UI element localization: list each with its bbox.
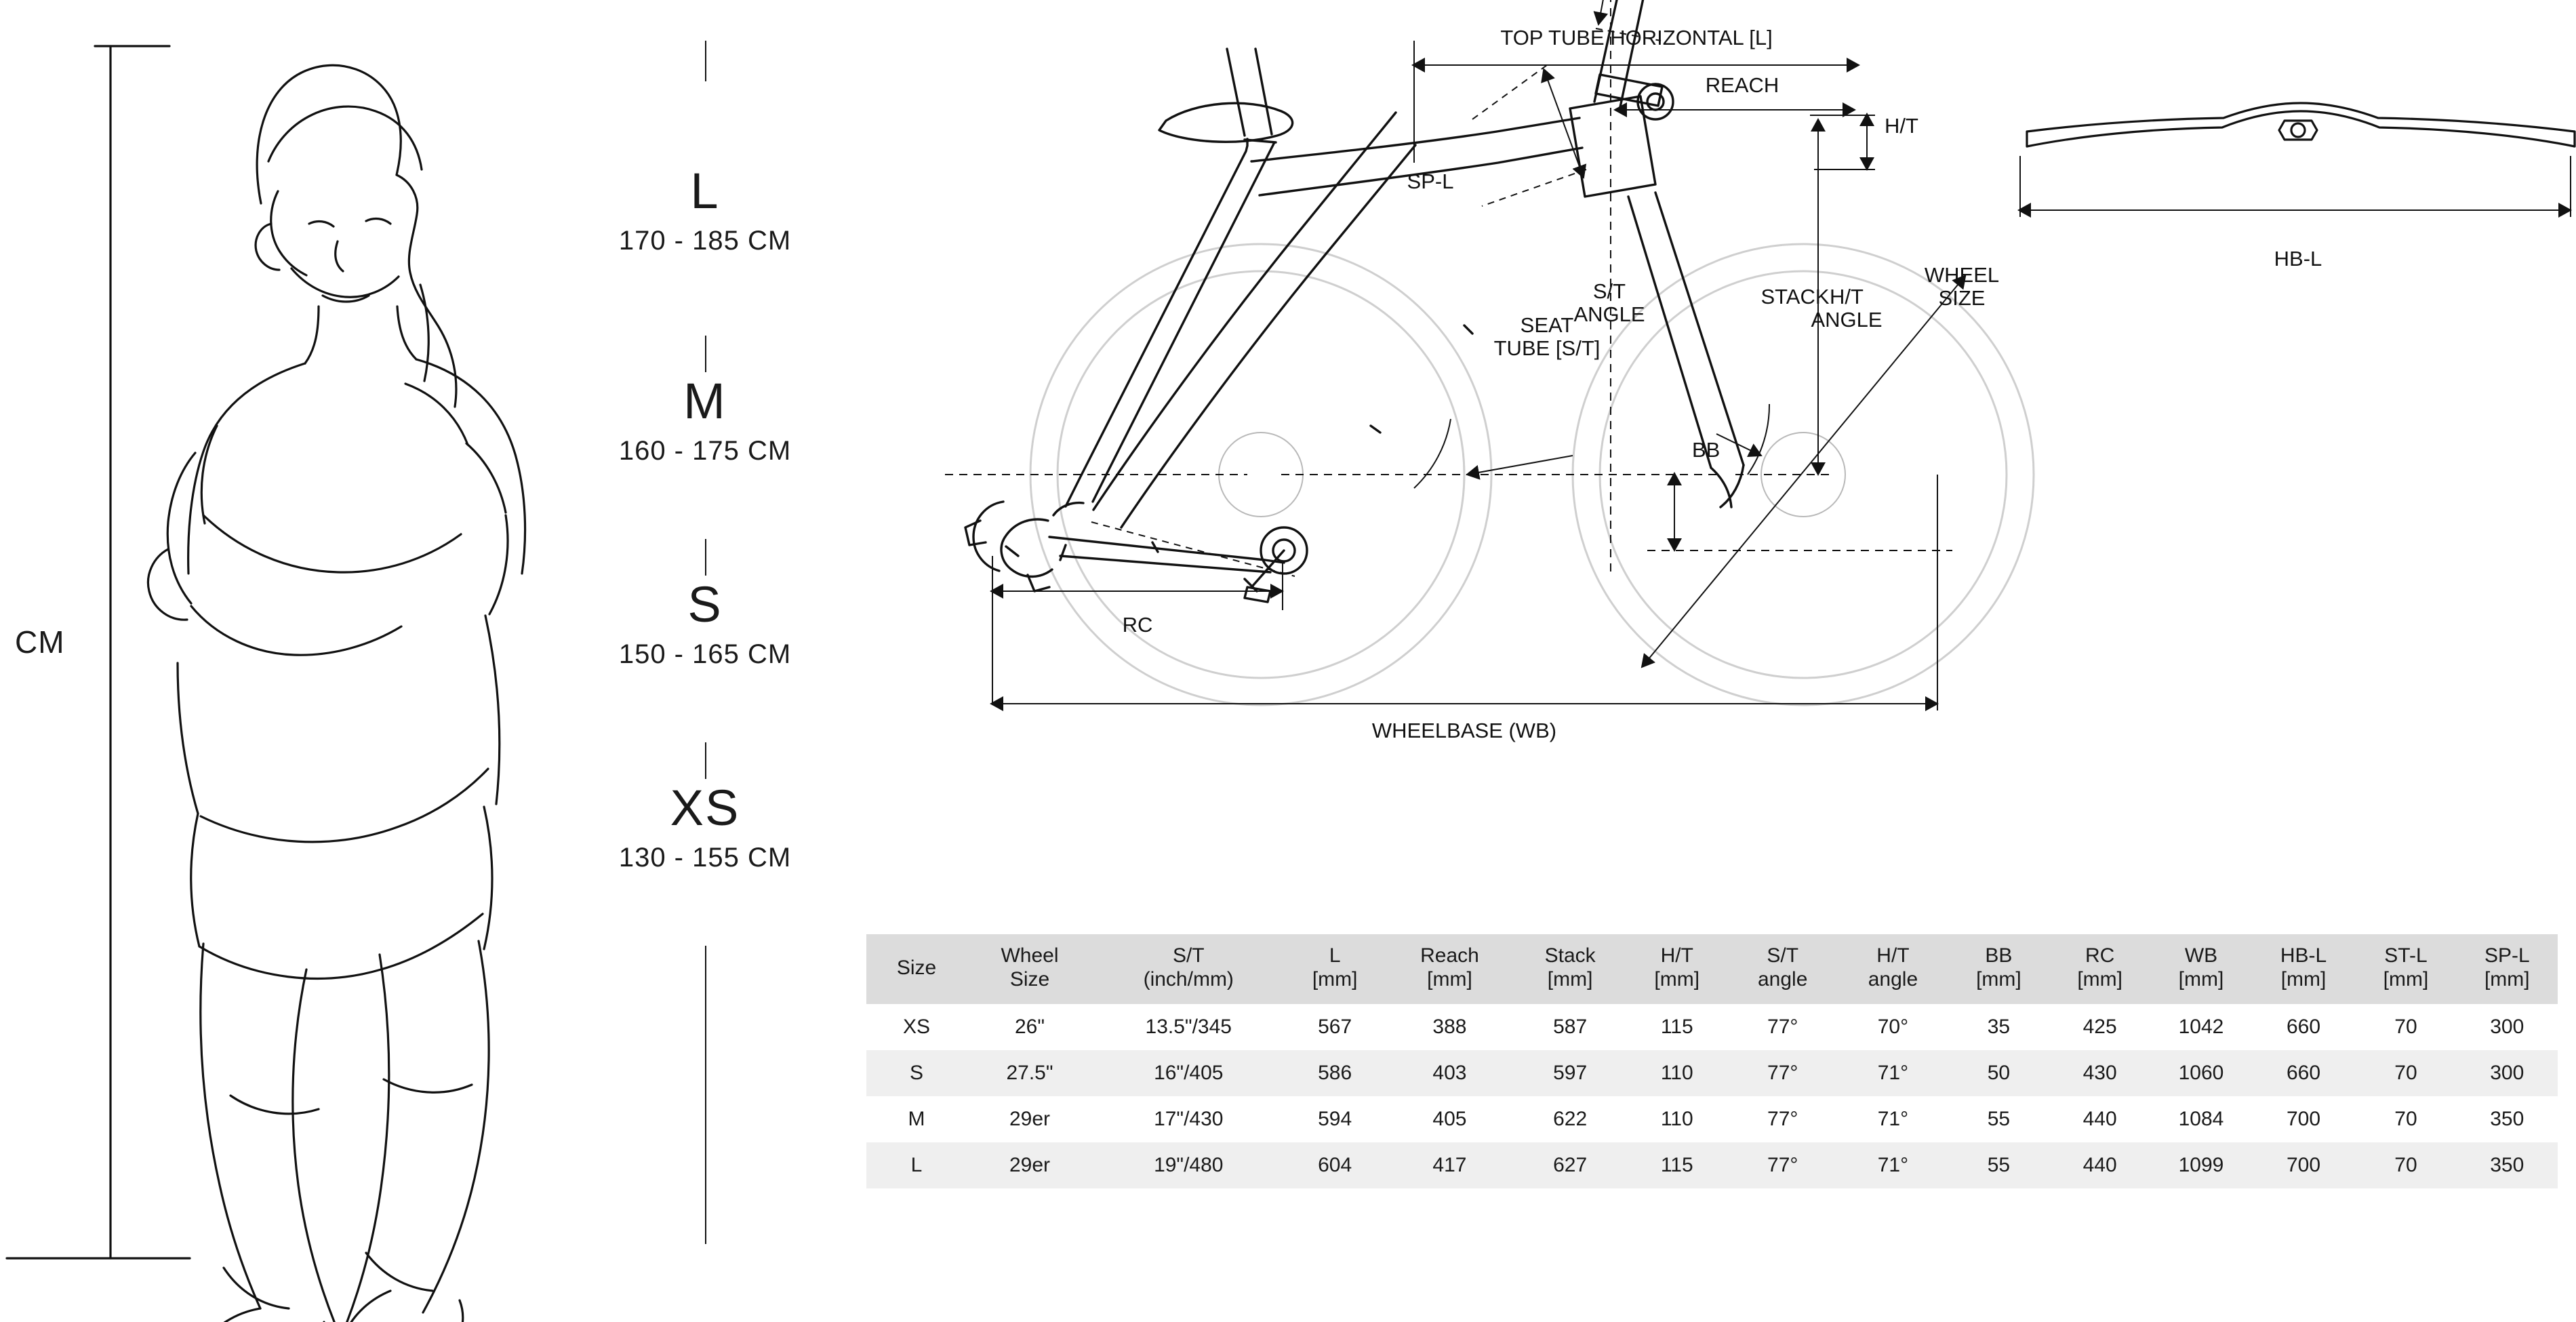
header-line1: WB — [2184, 944, 2218, 967]
table-cell: 425 — [2049, 1004, 2150, 1050]
table-cell: 35 — [1948, 1004, 2049, 1050]
header-line1: HB-L — [2280, 944, 2327, 967]
table-cell: XS — [866, 1004, 967, 1050]
size-range: 150 - 165 CM — [618, 639, 792, 669]
header-line2: [mm] — [2178, 968, 2224, 991]
table-cell: 77° — [1727, 1142, 1838, 1188]
table-cell: 55 — [1948, 1096, 2049, 1142]
table-cell: 567 — [1285, 1004, 1386, 1050]
label-rc: RC — [1122, 613, 1153, 637]
label-st-angle-line1: S/T — [1592, 279, 1626, 303]
table-header-cell — [2355, 934, 2456, 1004]
table-cell: 604 — [1285, 1142, 1386, 1188]
table-header-cell — [2457, 934, 2558, 1004]
header-line1: SP-L — [2484, 944, 2530, 967]
table-cell: 115 — [1626, 1004, 1727, 1050]
label-reach: REACH — [1705, 73, 1779, 97]
table-cell: 70° — [1838, 1004, 1948, 1050]
size-letter: S — [687, 576, 723, 633]
header-line2: [mm] — [1976, 968, 2021, 991]
header-line2: [mm] — [1547, 968, 1593, 991]
table-cell: 587 — [1514, 1004, 1626, 1050]
table-cell: 300 — [2457, 1004, 2558, 1050]
table-cell: 405 — [1386, 1096, 1514, 1142]
header-line1: Reach — [1420, 944, 1479, 967]
table-cell: 110 — [1626, 1096, 1727, 1142]
table-cell: 586 — [1285, 1050, 1386, 1096]
table-header-cell — [2049, 934, 2150, 1004]
label-sp-l: SP-L — [1407, 169, 1454, 193]
table-cell: 700 — [2252, 1096, 2356, 1142]
table-header-cell — [866, 934, 967, 1004]
table-cell: 26" — [967, 1004, 1093, 1050]
table-row — [866, 1142, 2558, 1188]
header-line2: [mm] — [1427, 968, 1472, 991]
table-cell: 77° — [1727, 1004, 1838, 1050]
size-range: 170 - 185 CM — [618, 226, 792, 256]
table-header-cell — [967, 934, 1093, 1004]
label-hb-l: HB-L — [2274, 247, 2322, 271]
header-line2: (inch/mm) — [1143, 968, 1234, 991]
table-cell: 660 — [2252, 1004, 2356, 1050]
table-row — [866, 1004, 2558, 1050]
table-cell: 1042 — [2150, 1004, 2251, 1050]
table-header-cell — [1285, 934, 1386, 1004]
header-line1: RC — [2085, 944, 2115, 967]
label-stack: STACK — [1760, 285, 1830, 308]
table-cell: 388 — [1386, 1004, 1514, 1050]
header-line2: [mm] — [2484, 968, 2530, 991]
table-cell: 77° — [1727, 1050, 1838, 1096]
size-scale — [563, 0, 847, 1288]
header-line1: S/T — [1767, 944, 1799, 967]
header-line1: ST-L — [2384, 944, 2428, 967]
table-cell: L — [866, 1142, 967, 1188]
size-block-m — [563, 373, 847, 466]
table-cell: 700 — [2252, 1142, 2356, 1188]
table-cell: 27.5" — [967, 1050, 1093, 1096]
table-cell: 417 — [1386, 1142, 1514, 1188]
header-line1: Wheel — [1001, 944, 1059, 967]
label-top-tube: TOP TUBE HORIZONTAL [L] — [1500, 26, 1773, 49]
header-line2: Size — [1009, 968, 1050, 991]
table-header-cell — [1838, 934, 1948, 1004]
cm-axis-label: CM — [15, 624, 65, 660]
table-header-cell — [2252, 934, 2356, 1004]
table-cell: 597 — [1514, 1050, 1626, 1096]
label-ht-angle-line1: H/T — [1830, 285, 1864, 308]
header-line2: [mm] — [2280, 968, 2327, 991]
table-cell: 70 — [2355, 1050, 2456, 1096]
table-cell: 29er — [967, 1142, 1093, 1188]
table-cell: M — [866, 1096, 967, 1142]
header-line1: Stack — [1544, 944, 1596, 967]
table-header-cell — [1386, 934, 1514, 1004]
size-letter: L — [690, 163, 720, 219]
table-header-cell — [1727, 934, 1838, 1004]
table-cell: 403 — [1386, 1050, 1514, 1096]
header-line2: angle — [1868, 968, 1918, 991]
scale-tick — [705, 539, 706, 576]
table-cell: 440 — [2049, 1142, 2150, 1188]
table-header-cell — [1948, 934, 2049, 1004]
table-cell: 1060 — [2150, 1050, 2251, 1096]
table-cell: 430 — [2049, 1050, 2150, 1096]
table-cell: 50 — [1948, 1050, 2049, 1096]
table-cell: 17"/430 — [1093, 1096, 1285, 1142]
header-line1: Size — [896, 956, 937, 979]
table-cell: 627 — [1514, 1142, 1626, 1188]
table-header-cell — [2150, 934, 2251, 1004]
size-letter: M — [683, 373, 727, 429]
table-cell: 350 — [2457, 1096, 2558, 1142]
table-cell: 71° — [1838, 1096, 1948, 1142]
table-cell: S — [866, 1050, 967, 1096]
size-block-xs — [563, 780, 847, 873]
label-seat-tube-line1: SEAT — [1520, 313, 1574, 337]
bike-geometry-svg — [868, 0, 2576, 936]
table-cell: 622 — [1514, 1096, 1626, 1142]
table-cell: 350 — [2457, 1142, 2558, 1188]
label-ht-angle-line2: ANGLE — [1811, 308, 1883, 332]
table-cell: 16"/405 — [1093, 1050, 1285, 1096]
header-line2: angle — [1758, 968, 1808, 991]
table-header-cell — [1514, 934, 1626, 1004]
geometry-table — [866, 934, 2558, 1188]
table-cell: 110 — [1626, 1050, 1727, 1096]
table-cell: 55 — [1948, 1142, 2049, 1188]
size-range: 160 - 175 CM — [618, 436, 792, 466]
scale-tick — [705, 336, 706, 372]
size-letter: XS — [670, 780, 740, 836]
table-cell: 115 — [1626, 1142, 1727, 1188]
table-cell: 300 — [2457, 1050, 2558, 1096]
table-row — [866, 1050, 2558, 1096]
table-cell: 71° — [1838, 1050, 1948, 1096]
header-line2: [mm] — [1312, 968, 1358, 991]
header-line2: [mm] — [2383, 968, 2429, 991]
label-ht: H/T — [1885, 114, 1918, 138]
header-line1: L — [1329, 944, 1341, 967]
table-cell: 594 — [1285, 1096, 1386, 1142]
label-wheel-size-line1: WHEEL — [1924, 263, 2000, 287]
header-line1: H/T — [1660, 944, 1693, 967]
header-line1: BB — [1985, 944, 2013, 967]
label-wheel-size-line2: SIZE — [1938, 286, 1986, 310]
table-cell: 1084 — [2150, 1096, 2251, 1142]
table-cell: 70 — [2355, 1004, 2456, 1050]
size-range: 130 - 155 CM — [618, 843, 792, 873]
table-cell: 440 — [2049, 1096, 2150, 1142]
table-cell: 70 — [2355, 1096, 2456, 1142]
table-cell: 19"/480 — [1093, 1142, 1285, 1188]
table-cell: 77° — [1727, 1096, 1838, 1142]
table-cell: 71° — [1838, 1142, 1948, 1188]
table-cell: 1099 — [2150, 1142, 2251, 1188]
scale-tick — [705, 946, 706, 1244]
table-header-cell — [1626, 934, 1727, 1004]
label-st-angle-line2: ANGLE — [1573, 302, 1645, 326]
table-header-cell — [1093, 934, 1285, 1004]
table-cell: 70 — [2355, 1142, 2456, 1188]
label-bb: BB — [1692, 438, 1720, 462]
label-seat-tube-line2: TUBE [S/T] — [1493, 336, 1601, 360]
table-cell: 29er — [967, 1096, 1093, 1142]
table-row — [866, 1096, 2558, 1142]
header-line1: S/T — [1172, 944, 1205, 967]
scale-tick — [705, 742, 706, 779]
header-line2: [mm] — [1654, 968, 1700, 991]
table-header-row — [866, 934, 2558, 1004]
header-line1: H/T — [1876, 944, 1910, 967]
size-block-s — [563, 576, 847, 670]
table-cell: 13.5"/345 — [1093, 1004, 1285, 1050]
bike-geometry-diagram — [868, 0, 2576, 936]
label-wheelbase: WHEELBASE (WB) — [1371, 719, 1557, 742]
rider-size-panel — [0, 0, 868, 1322]
size-block-l — [563, 163, 847, 256]
table-cell: 660 — [2252, 1050, 2356, 1096]
header-line2: [mm] — [2077, 968, 2122, 991]
scale-tick — [705, 41, 706, 81]
